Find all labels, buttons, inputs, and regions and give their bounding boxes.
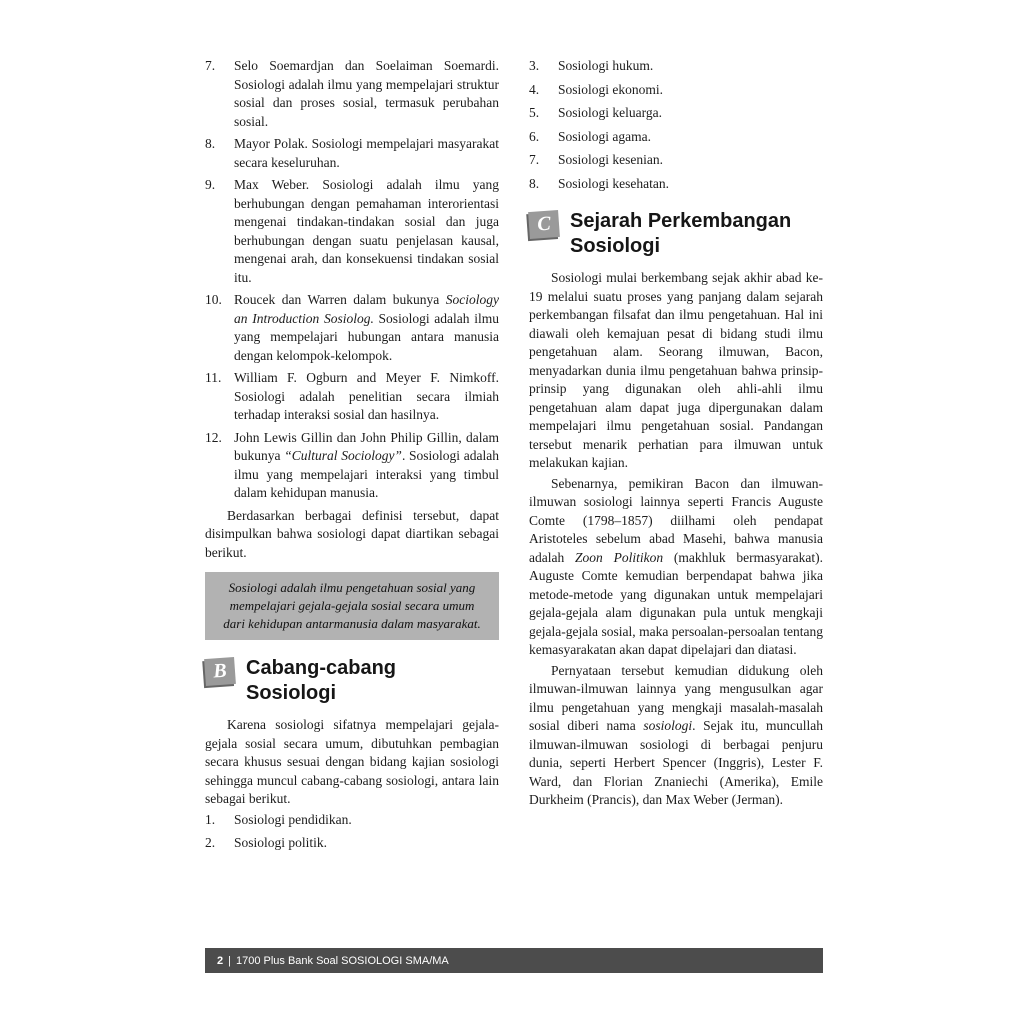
list-item bbox=[529, 104, 823, 123]
list-text: William F. Ogburn and Meyer F. Nimkoff. Sosiologi adalah penelitian secara ilmiah terhadap interaksi sosial dan hasilnya. bbox=[234, 370, 499, 422]
list-text: Sosiologi ekonomi. bbox=[558, 81, 664, 97]
list-number: 7. bbox=[529, 152, 540, 167]
list-text: Sosiologi kesenian. bbox=[558, 152, 663, 167]
list-item bbox=[205, 176, 499, 287]
list-item bbox=[205, 429, 499, 503]
list-number: 9. bbox=[205, 177, 216, 192]
list-number: 8. bbox=[529, 175, 540, 191]
list-text-italic: Sociology an Introduction Sosiolog. bbox=[234, 292, 499, 326]
list-number: 6. bbox=[529, 128, 540, 144]
list-number: 10. bbox=[205, 292, 222, 307]
section-letter-badge-c: C bbox=[528, 210, 560, 239]
body-paragraph bbox=[529, 475, 823, 660]
list-item bbox=[529, 128, 823, 147]
branch-list bbox=[529, 57, 823, 193]
list-text bbox=[234, 429, 499, 503]
section-title-line: Sosiologi bbox=[246, 682, 336, 704]
section-c-title bbox=[570, 209, 791, 259]
right-column bbox=[529, 57, 823, 858]
list-text: Max Weber. Sosiologi adalah ilmu yang berhubungan dengan pemahaman interorientasi mengenai tindakan-tindakan sosial dan juga berhubungan dengan suatu penjelasan kausal, mengenai arah, dan konsekuensi tindakan sosial itu. bbox=[234, 177, 499, 285]
list-text-italic: “Cultural Sociology” bbox=[284, 448, 402, 463]
list-item bbox=[529, 81, 823, 100]
section-b-title bbox=[246, 656, 396, 706]
footer-bar bbox=[205, 948, 823, 973]
list-item bbox=[205, 811, 499, 830]
list-text: Sosiologi hukum. bbox=[558, 58, 654, 73]
list-item bbox=[205, 135, 499, 172]
section-b-heading bbox=[205, 656, 499, 706]
list-number: 5. bbox=[529, 105, 540, 120]
paragraph-italic: Zoon Politikon bbox=[575, 549, 664, 565]
list-number: 7. bbox=[205, 58, 216, 73]
section-c-heading bbox=[529, 209, 823, 259]
list-item bbox=[205, 369, 499, 425]
list-text-segment: Sosiologi adalah ilmu yang mempelajari hubungan antara manusia dengan kelompok-kelompok. bbox=[234, 310, 499, 363]
list-text-segment: . Sosiologi adalah ilmu yang mempelajari interaksi yang timbul dalam kehidupan manusia. bbox=[234, 448, 499, 500]
left-column bbox=[205, 57, 499, 858]
section-title-line: Cabang-cabang bbox=[246, 657, 397, 679]
list-text-segment: John Lewis Gillin dan John Philip Gillin, dalam bukunya bbox=[234, 429, 499, 463]
list-item bbox=[205, 834, 499, 853]
paragraph-italic: sosiologi bbox=[643, 718, 693, 733]
list-item bbox=[205, 291, 499, 365]
list-number: 4. bbox=[529, 81, 540, 97]
list-text: Sosiologi keluarga. bbox=[558, 105, 662, 120]
list-number: 11. bbox=[205, 370, 222, 385]
section-title-line: Sejarah Perkembangan bbox=[570, 210, 792, 232]
list-text bbox=[234, 291, 499, 365]
list-number: 3. bbox=[529, 58, 540, 73]
section-title-line: Sosiologi bbox=[570, 235, 660, 257]
body-paragraph bbox=[529, 662, 823, 810]
list-text: Sosiologi politik. bbox=[234, 835, 328, 850]
list-text: Selo Soemardjan dan Soelaiman Soemardi. Sosiologi adalah ilmu yang mempelajari struktur sosial dan proses sosial, termasuk perubahan sosial. bbox=[234, 58, 499, 129]
branch-list bbox=[205, 811, 499, 853]
footer-page-number: 2 bbox=[217, 954, 224, 967]
paragraph-segment: . Sejak itu, muncullah ilmuwan-ilmuwan sosiologi di berbagai penjuru dunia, seperti Herbert Spencer (Inggris), Lester F. Ward, dan Florian Znaniechi (Amerika), Emile Durkheim (Prancis), dan Max Weber (Jerman). bbox=[529, 718, 823, 807]
body-paragraph: Karena sosiologi sifatnya mempelajari gejala-gejala sosial secara umum, dibutuhkan pembagian secara khusus sesuai dengan bidang kajian sosiologi sehingga muncul cabang-cabang sosiologi, antara lain sebagai berikut. bbox=[205, 717, 499, 806]
body-paragraph: Sosiologi mulai berkembang sejak akhir abad ke-19 melalui suatu proses yang panjang dalam sejarah perkembangan filsafat dan ilmu pengetahuan. Hal ini diawali oleh kemajuan pesat di bidang studi ilmu pengetahuan alam. Seorang ilmuwan, Bacon, menyadarkan dunia ilmu pengetahuan bahwa prinsip-prinsip yang digunakan oleh ahli-ahli ilmu pengetahuan alam dapat juga dipergunakan dalam mempelajari ilmu pengetahuan sosial. Pandangan tersebut menarik perhatian para ilmuwan untuk melakukan kajian. bbox=[529, 270, 823, 470]
list-text: Sosiologi agama. bbox=[558, 128, 651, 144]
list-text-segment: Roucek dan Warren dalam bukunya bbox=[234, 292, 446, 307]
list-item bbox=[529, 175, 823, 194]
list-text: Mayor Polak. Sosiologi mempelajari masyarakat secara keseluruhan. bbox=[234, 136, 499, 170]
footer-title: 1700 Plus Bank Soal SOSIOLOGI SMA/MA bbox=[235, 954, 449, 967]
closing-paragraph: Berdasarkan berbagai definisi tersebut, dapat disimpulkan bahwa sosiologi dapat diartikan sebagai berikut. bbox=[205, 507, 499, 560]
footer-separator: | bbox=[228, 954, 231, 967]
list-number: 12. bbox=[205, 429, 222, 445]
list-text: Sosiologi pendidikan. bbox=[234, 811, 352, 827]
list-text: Sosiologi kesehatan. bbox=[558, 175, 669, 191]
list-number: 1. bbox=[205, 811, 216, 827]
page-content bbox=[205, 57, 823, 858]
list-item bbox=[529, 57, 823, 76]
section-letter-badge-b: B bbox=[204, 657, 236, 686]
list-number: 8. bbox=[205, 136, 216, 151]
definition-callout: Sosiologi adalah ilmu pengetahuan sosial yang mempelajari gejala-gejala sosial secara umum dari kehidupan antarmanusia dalam masyarakat. bbox=[205, 572, 499, 640]
list-item bbox=[529, 151, 823, 170]
list-number: 2. bbox=[205, 835, 216, 850]
paragraph-segment: Sebenarnya, pemikiran Bacon dan ilmuwan-ilmuwan sosiologi lainnya seperti Francis Auguste Comte (1798–1857) diilhami oleh pendapat Aristoteles sebelum abad Masehi, bahwa manusia adalah bbox=[529, 475, 823, 565]
paragraph-segment: (makhluk bermasyarakat). Auguste Comte kemudian berpendapat bahwa jika metode-metode yang digunakan untuk mempelajari gejala-gejala alam digunakan pula untuk mengkaji gejala-gejala sosial, maka persoalan-persoalan tentang kemasyarakatan akan dapat dipelajari dan diatasi. bbox=[529, 549, 823, 657]
paragraph-segment: Pernyataan tersebut kemudian didukung oleh ilmuwan-ilmuwan lainnya yang mengusulkan agar ilmu pengetahuan yang mengkaji masalah-masalah sosial diberi nama bbox=[529, 662, 823, 733]
list-item bbox=[205, 57, 499, 131]
